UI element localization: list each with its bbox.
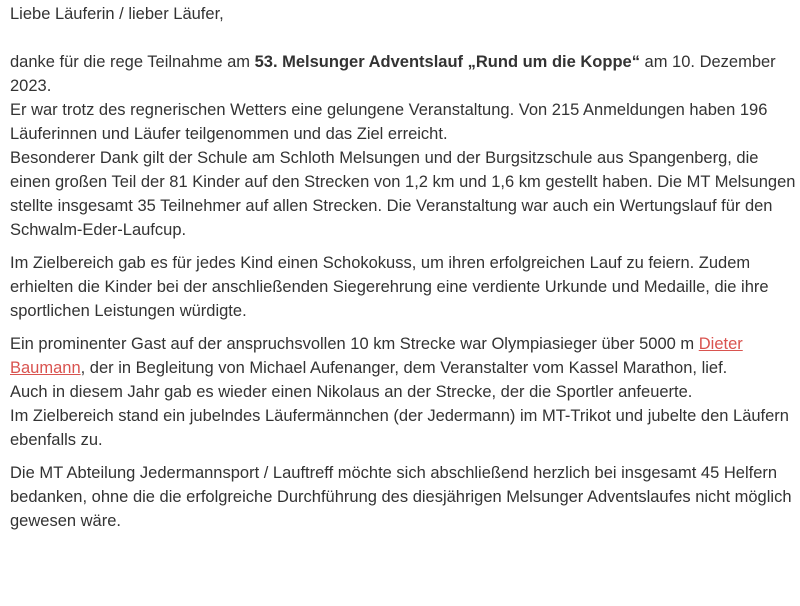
participation-summary: Er war trotz des regnerischen Wetters eine gelungene Veranstaltung. Von 215 Anmeldungen haben 196 Läuferinnen und Läufer teilgenommen und das Ziel erreicht. <box>10 101 768 143</box>
dieter-baumann-link[interactable]: Dieter Baumann <box>10 335 743 377</box>
paragraph-thanks <box>10 50 796 242</box>
guest-intro: Ein prominenter Gast auf der anspruchsvollen 10 km Strecke war Olympiasieger über 5000 m <box>10 335 699 353</box>
article-body <box>10 2 796 542</box>
greeting: Liebe Läuferin / lieber Läufer, <box>10 5 224 23</box>
jedermann-note: Im Zielbereich stand ein jubelndes Läufermännchen (der Jedermann) im MT-Trikot und jubelte den Läufern ebenfalls zu. <box>10 407 789 449</box>
paragraph-guests <box>10 332 796 452</box>
guest-outro: , der in Begleitung von Michael Aufenanger, dem Veranstalter vom Kassel Marathon, lief. <box>80 359 728 377</box>
event-name: 53. Melsunger Adventslauf „Rund um die Koppe“ <box>254 53 640 71</box>
paragraph-helpers: Die MT Abteilung Jedermannsport / Lauftreff möchte sich abschließend herzlich bei insgesamt 45 Helfern bedanken, ohne die die erfolgreiche Durchführung des diesjährigen Melsunger Adventslaufes nicht möglich gewesen wäre. <box>10 464 792 530</box>
paragraph-kids: Im Zielbereich gab es für jedes Kind einen Schokokuss, um ihren erfolgreichen Lauf zu feiern. Zudem erhielten die Kinder bei der anschließenden Siegerehrung eine verdiente Urkunde und Medaille, die ihre sportlichen Leistungen würdigte. <box>10 254 769 320</box>
nikolaus-note: Auch in diesem Jahr gab es wieder einen Nikolaus an der Strecke, der die Sportler anfeuerte. <box>10 383 693 401</box>
event-date: am 10. Dezember 2023. <box>10 53 776 95</box>
thanks-intro: danke für die rege Teilnahme am <box>10 53 255 71</box>
schools-thanks: Besonderer Dank gilt der Schule am Schloth Melsungen und der Burgsitzschule aus Spangenberg, die einen großen Teil der 81 Kinder auf den Strecken von 1,2 km und 1,6 km gestellt haben. Die MT Melsungen stellte insgesamt 35 Teilnehmer auf allen Strecken. Die Veranstaltung war auch ein Wertungslauf für den Schwalm-Eder-Laufcup. <box>10 149 796 239</box>
